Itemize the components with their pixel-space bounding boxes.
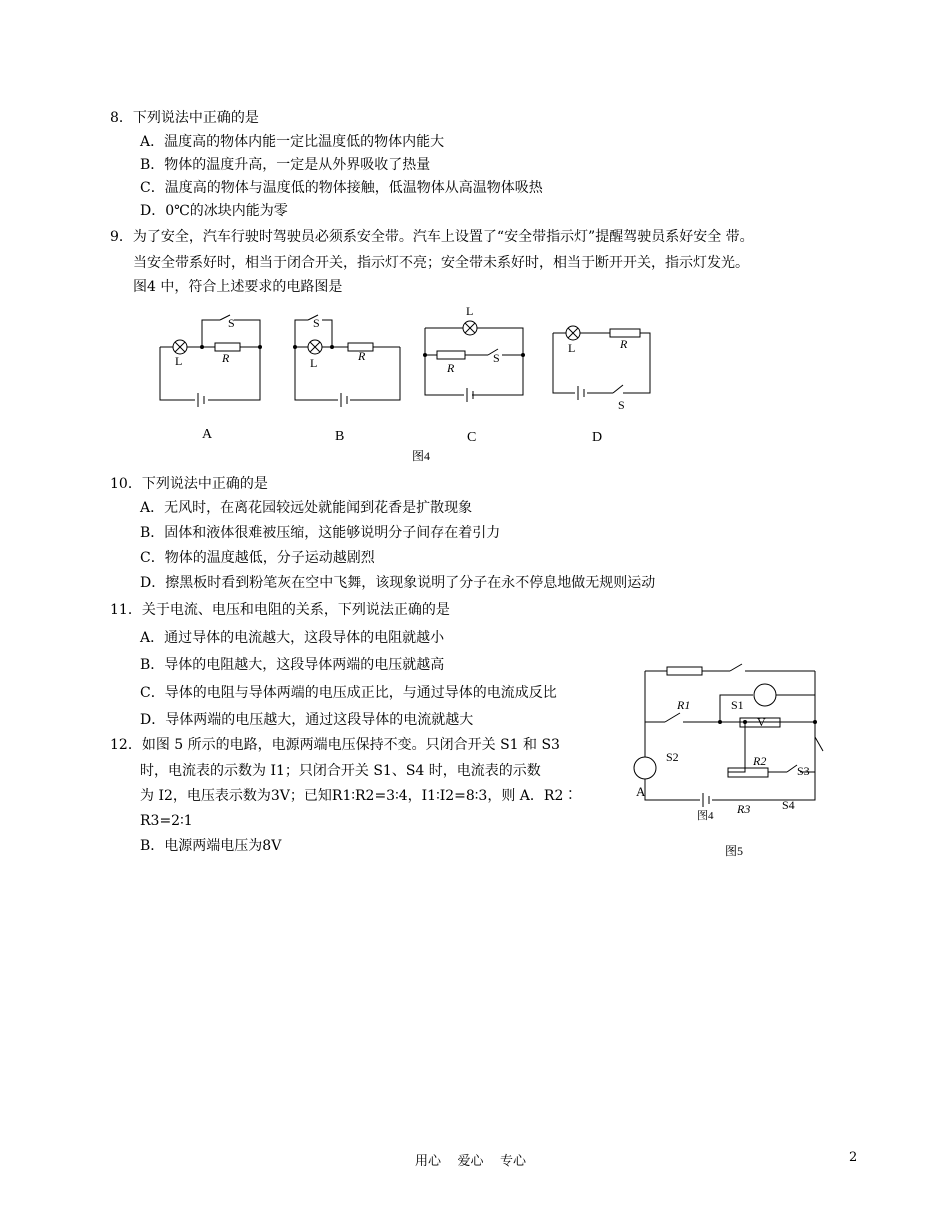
circuit-c-switch-label: S: [493, 351, 500, 365]
q9-line-1: 9．为了安全，汽车行驶时驾驶员必须系安全带。汽车上设置了“安全带指示灯”提醒驾驶员系好安全 带。: [110, 229, 754, 245]
q8-option-d: D．0℃的冰块内能为零: [140, 203, 288, 219]
q12-option-b: B．电源两端电压为8V: [140, 838, 282, 854]
q10-stem: 10．下列说法中正确的是: [110, 476, 268, 492]
q10-option-a: A．无风时，在离花园较远处就能闻到花香是扩散现象: [140, 500, 473, 516]
fig5-r1-label: R1: [677, 698, 691, 712]
circuit-b-lamp-label: L: [310, 356, 318, 370]
q8-stem: 8．下列说法中正确的是: [110, 110, 259, 126]
q8-option-c: C．温度高的物体与温度低的物体接触，低温物体从高温物体吸热: [140, 180, 543, 196]
option-label-d: D: [592, 430, 603, 445]
q11-stem: 11．关于电流、电压和电阻的关系，下列说法正确的是: [110, 602, 450, 618]
circuit-a-resistor-label: R: [222, 351, 230, 365]
footer-motto: 用心 爱心 专心: [415, 1154, 527, 1169]
q8-option-b: B．物体的温度升高，一定是从外界吸收了热量: [140, 157, 431, 173]
circuit-b-resistor-label: R: [358, 349, 366, 363]
circuit-a-lamp-label: L: [175, 354, 183, 368]
q11-option-d: D．导体两端的电压越大，通过这段导体的电流就越大: [140, 712, 474, 728]
circuit-a-switch-label: S: [228, 316, 235, 330]
figure-5-circuit: [625, 655, 840, 860]
circuit-c-lamp-label: L: [466, 305, 474, 318]
fig5-s4-label: S4: [782, 798, 795, 812]
q10-option-c: C．物体的温度越低，分子运动越剧烈: [140, 550, 375, 566]
option-label-c: C: [467, 430, 477, 445]
figure-4-circuits: [150, 305, 670, 465]
page-number: 2: [849, 1150, 858, 1165]
circuit-b-switch-label: S: [313, 316, 320, 330]
q9-line-3: 图4 中，符合上述要求的电路图是: [133, 279, 343, 295]
fig5-voltmeter-label: V: [757, 715, 766, 729]
figure-4-caption: 图4: [412, 449, 431, 463]
q11-option-a: A．通过导体的电流越大，这段导体的电阻就越小: [140, 630, 445, 646]
option-label-a: A: [202, 427, 213, 442]
circuit-d-resistor-label: R: [620, 337, 628, 351]
fig5-s2-label: S2: [666, 750, 679, 764]
q12-line-4: R3=2∶1: [140, 813, 193, 829]
fig5-s1-label: S1: [731, 698, 744, 712]
figure-5-caption: 图5: [725, 844, 744, 858]
q12-line-3: 为 I2，电压表示数为3V；已知R1∶R2=3∶4，I1∶I2=8∶3，则 A．R2∶: [140, 788, 578, 804]
q12-line-1: 12．如图 5 所示的电路，电源两端电压保持不变。只闭合开关 S1 和 S3: [110, 737, 560, 753]
q10-option-b: B．固体和液体很难被压缩，这能够说明分子间存在着引力: [140, 525, 501, 541]
circuit-d-switch-label: S: [618, 398, 625, 412]
fig5-ammeter-label: A: [636, 784, 646, 799]
fig5-s3-label: S3: [797, 764, 810, 778]
q12-line-2: 时，电流表的示数为 I1；只闭合开关 S1、S4 时，电流表的示数: [140, 763, 541, 779]
q8-option-a: A．温度高的物体内能一定比温度低的物体内能大: [140, 134, 445, 150]
fig5-r3-label: R3: [737, 802, 751, 816]
circuit-c-resistor-label: R: [447, 361, 455, 375]
fig5-r2-label: R2: [753, 754, 767, 768]
q11-option-b: B．导体的电阻越大，这段导体两端的电压就越高: [140, 657, 445, 673]
fig5-inner-caption: 图4: [697, 810, 714, 822]
circuit-d-lamp-label: L: [568, 341, 576, 355]
q9-line-2: 当安全带系好时，相当于闭合开关，指示灯不亮；安全带未系好时，相当于断开开关，指示灯发光。: [133, 255, 749, 271]
q11-option-c: C．导体的电阻与导体两端的电压成正比，与通过导体的电流成反比: [140, 685, 557, 701]
option-label-b: B: [335, 429, 345, 444]
q10-option-d: D．擦黑板时看到粉笔灰在空中飞舞，该现象说明了分子在永不停息地做无规则运动: [140, 575, 656, 591]
